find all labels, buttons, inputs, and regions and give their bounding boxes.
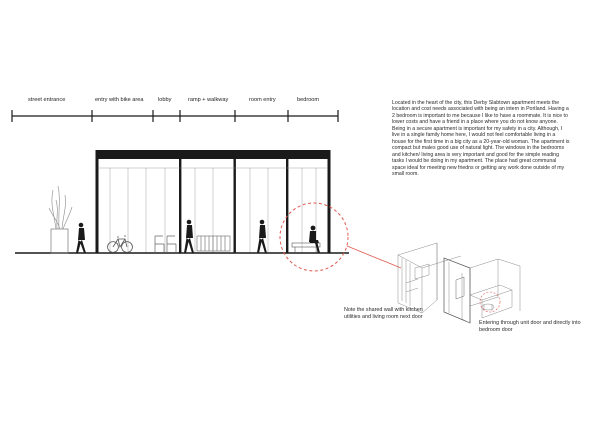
column [234,159,236,253]
planter-with-grass [49,186,72,253]
planter-box [51,229,68,253]
zone-label-street-entrance: street entrance [28,97,66,103]
bike-rack [197,236,230,251]
column [179,159,181,253]
zone-label-ramp-walkway: ramp + walkway [188,97,229,103]
left-wall [96,150,99,253]
zone-label-entry-with-bike-area: entry with bike area [95,97,144,103]
person-walking [184,220,194,253]
zone-scale-bar [12,110,338,122]
lobby-chairs [155,236,176,253]
column [286,159,288,253]
person-walking [76,223,86,253]
zone-label-lobby: lobby [158,97,172,103]
right-wall [328,150,331,253]
person-seated [309,226,320,253]
zone-label-room-entry: room entry [249,97,276,103]
roof-slab [97,150,329,159]
bicycle [108,236,133,252]
note-entering: Entering through unit door and directly into bedroom door [479,320,581,333]
description-paragraph: Located in the heart of the city, this Derby Slabtown apartment meets the location and cost needs associated with being an intern in Portland. Having a 2 bedroom is important to me because I like to have a roommate. It is nice to lower costs and have a friend in a place where you do not know anyone. Being in a secure apartment is important for my safety in a city. Although, I live in a single family home here, I would not feel comfortable living in a house for the first time in a big city as a 20-year-old woman. The apartment is compact but males good use of natural light. The windows in the bedrooms and kitchen/ living area is very important and good for the simple reading tasks I would be doing in my apartment. The place had great communal space ideal for meeting new friedns or getting any work done outside of my small room. [392,100,570,177]
person-walking [257,220,267,253]
callout-leader [347,246,401,268]
note-shared-wall: Note the shared wall with kitchen utilities and living room next door [344,307,423,320]
zone-label-bedroom: bedroom [297,97,320,103]
